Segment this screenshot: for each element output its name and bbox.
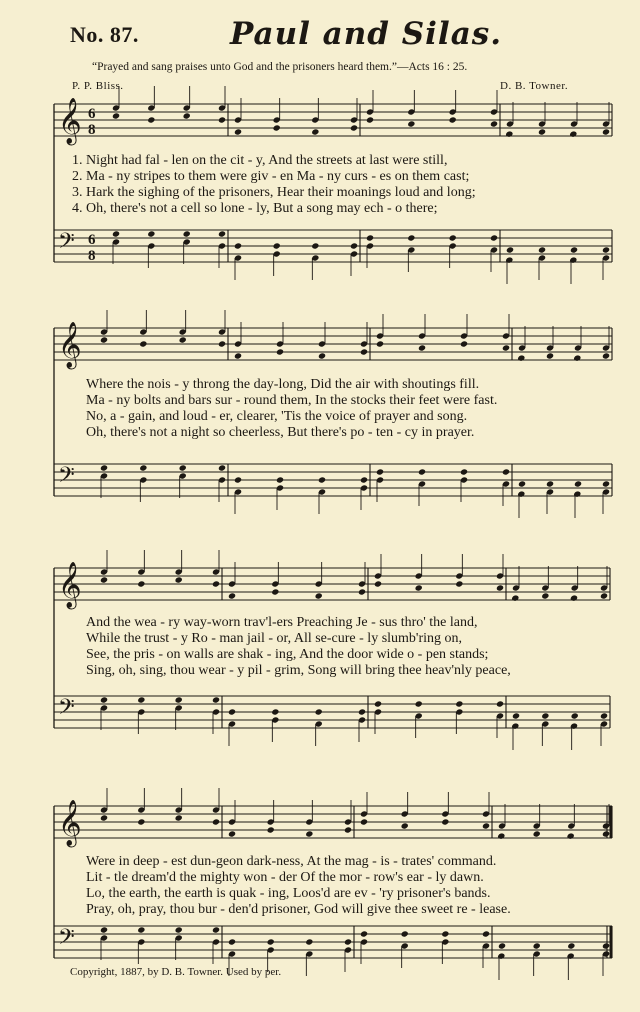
note-head [460,468,468,475]
lyric-verse-line: 2. Ma - ny stripes to them were giv - en Ma - ny curs - es on them cast; [72,169,470,184]
note-head [569,131,577,138]
time-signature-bottom: 8 [88,122,96,138]
note-head [602,480,610,487]
note-head [602,128,610,135]
note-head [344,826,352,833]
note-head [449,116,457,123]
note-head [546,352,554,359]
note-head [218,116,226,123]
note-head [137,580,145,587]
note-head [228,938,236,945]
note-head [276,348,284,355]
note-head [482,822,490,829]
note-head [455,700,463,707]
note-head [506,246,514,253]
note-head [602,352,610,359]
note-head [496,700,504,707]
note-head [358,588,366,595]
lyric-verse-line: While the trust - y Ro - man jail - or, All se-cure - ly slumb'ring on, [86,631,462,646]
note-head [441,930,449,937]
note-head [407,234,415,241]
note-head [344,938,352,945]
note-head [517,491,525,498]
note-head [273,124,281,131]
note-head [360,930,368,937]
note-head [100,464,108,471]
note-head [415,700,423,707]
note-head [600,592,608,599]
note-head [541,592,549,599]
lyric-verse-line: Were in deep - est dun-geon dark-ness, At the mag - is - trates' command. [86,854,497,869]
note-head [533,942,541,949]
note-head [318,476,326,483]
note-head [212,696,220,703]
lyric-verse-line: Ma - ny bolts and bars sur - round them, In the stocks their feet were fast. [86,393,498,408]
lyricist-credit: P. P. Bliss. [72,80,124,92]
note-head [137,696,145,703]
note-head [100,696,108,703]
note-head [401,822,409,829]
note-head [570,723,578,730]
note-head [218,230,226,237]
note-head [147,230,155,237]
note-head [497,833,505,840]
composer-credit: D. B. Towner. [500,80,569,92]
note-head [273,242,281,249]
note-head [112,112,120,119]
hymn-number: No. 87. [70,22,139,47]
note-head [497,953,505,960]
note-head [538,246,546,253]
note-head [271,708,279,715]
note-head [602,830,610,837]
treble-clef: 𝄞 [58,800,82,846]
note-head [267,826,275,833]
note-head [546,480,554,487]
note-head [502,344,510,351]
lyric-verse-line: Where the nois - y throng the day-long, Did the air with shoutings fill. [86,377,480,392]
note-head [505,131,513,138]
lyric-verse-line: Lo, the earth, the earth is quak - ing, Loos'd are ev - 'ry prisoner's bands. [86,886,491,901]
note-head [305,938,313,945]
note-head [517,355,525,362]
note-head [567,953,575,960]
time-signature-bottom: 8 [88,248,96,264]
note-head [574,480,582,487]
note-head [496,584,504,591]
note-head [315,708,323,715]
note-head [602,246,610,253]
note-head [183,112,191,119]
treble-clef: 𝄞 [58,322,82,368]
note-head [600,712,608,719]
lyric-verse-line: 4. Oh, there's not a cell so lone - ly, But a song may ech - o there; [72,201,438,216]
note-head [100,576,108,583]
note-head [490,234,498,241]
hymn-title: Paul and Silas. [230,16,503,52]
note-head [573,491,581,498]
note-head [234,242,242,249]
time-signature-top: 6 [88,232,96,248]
note-head [100,336,108,343]
treble-clef: 𝄞 [58,562,82,608]
bass-clef: 𝄢 [58,229,75,259]
lyric-verse-line: Oh, there's not a night so cheerless, But there's po - ten - cy in prayer. [86,425,475,440]
note-head [175,814,183,821]
note-head [100,814,108,821]
lyric-verse-line: Lit - tle dream'd the mighty won - der Of the mor - row's ear - ly dawn. [86,870,484,885]
note-head [276,476,284,483]
note-head [112,230,120,237]
note-head [147,116,155,123]
note-head [212,818,220,825]
note-head [183,230,191,237]
note-head [267,938,275,945]
lyric-verse-line: Pray, oh, pray, thou bur - den'd prisoner, God will give thee sweet re - lease. [86,902,511,917]
note-head [541,712,549,719]
note-head [511,595,519,602]
note-head [502,468,510,475]
note-head [401,930,409,937]
note-head [418,344,426,351]
bass-clef: 𝄢 [58,463,75,493]
note-head [376,340,384,347]
note-head [570,595,578,602]
note-head [490,120,498,127]
note-head [571,712,579,719]
bass-clef: 𝄢 [58,695,75,725]
note-head [139,340,147,347]
note-head [366,234,374,241]
time-signature-top: 6 [88,106,96,122]
note-head [137,926,145,933]
lyric-verse-line: No, a - gain, and loud - er, clearer, 'Tis the voice of prayer and song. [86,409,468,424]
note-head [533,830,541,837]
note-head [376,468,384,475]
note-head [350,242,358,249]
note-head [318,352,326,359]
note-head [311,242,319,249]
note-head [602,942,610,949]
treble-clef: 𝄞 [58,98,82,144]
note-head [179,336,187,343]
note-head [518,480,526,487]
copyright-notice: Copyright, 1887, by D. B. Towner. Used by per. [70,966,282,978]
note-head [569,257,577,264]
note-head [228,830,236,837]
scripture-epigraph: “Prayed and sang praises unto God and the prisoners heard them.”—Acts 16 : 25. [92,61,468,73]
note-head [538,128,546,135]
lyric-verse-line: See, the pris - on walls are shak - ing, And the door wide o - pen stands; [86,647,489,662]
note-head [139,464,147,471]
note-head [218,464,226,471]
note-head [570,246,578,253]
note-head [415,584,423,591]
note-head [498,942,506,949]
note-head [228,708,236,715]
note-head [360,348,368,355]
note-head [234,476,242,483]
note-head [100,926,108,933]
lyric-verse-line: 3. Hark the sighing of the prisoners, Hear their moanings loud and long; [72,185,476,200]
note-head [179,464,187,471]
note-head [234,352,242,359]
note-head [374,580,382,587]
note-head [175,576,183,583]
lyric-verse-line: Sing, oh, sing, thou wear - y pil - grim, Song will bring thee heav'nly peace, [86,663,511,678]
note-head [374,700,382,707]
note-head [350,124,358,131]
note-head [455,580,463,587]
note-head [360,476,368,483]
bass-clef: 𝄢 [58,925,75,955]
note-head [311,128,319,135]
note-head [218,340,226,347]
note-head [512,712,520,719]
note-head [234,128,242,135]
lyric-verse-line: 1. Night had fal - len on the cit - y, And the streets at last were still, [72,153,448,168]
note-head [212,926,220,933]
note-head [175,696,183,703]
note-head [175,926,183,933]
note-head [449,234,457,241]
note-head [358,708,366,715]
note-head [137,818,145,825]
note-head [418,468,426,475]
note-head [407,120,415,127]
note-head [505,257,513,264]
note-head [315,592,323,599]
note-head [360,818,368,825]
note-head [228,592,236,599]
lyric-verse-line: And the wea - ry way-worn trav'l-ers Preaching Je - sus thro' the land, [86,615,478,630]
note-head [511,723,519,730]
note-head [366,116,374,123]
note-head [460,340,468,347]
note-head [305,830,313,837]
note-head [573,355,581,362]
note-head [441,818,449,825]
note-head [271,588,279,595]
note-head [212,580,220,587]
note-head [482,930,490,937]
note-head [567,833,575,840]
note-head [567,942,575,949]
